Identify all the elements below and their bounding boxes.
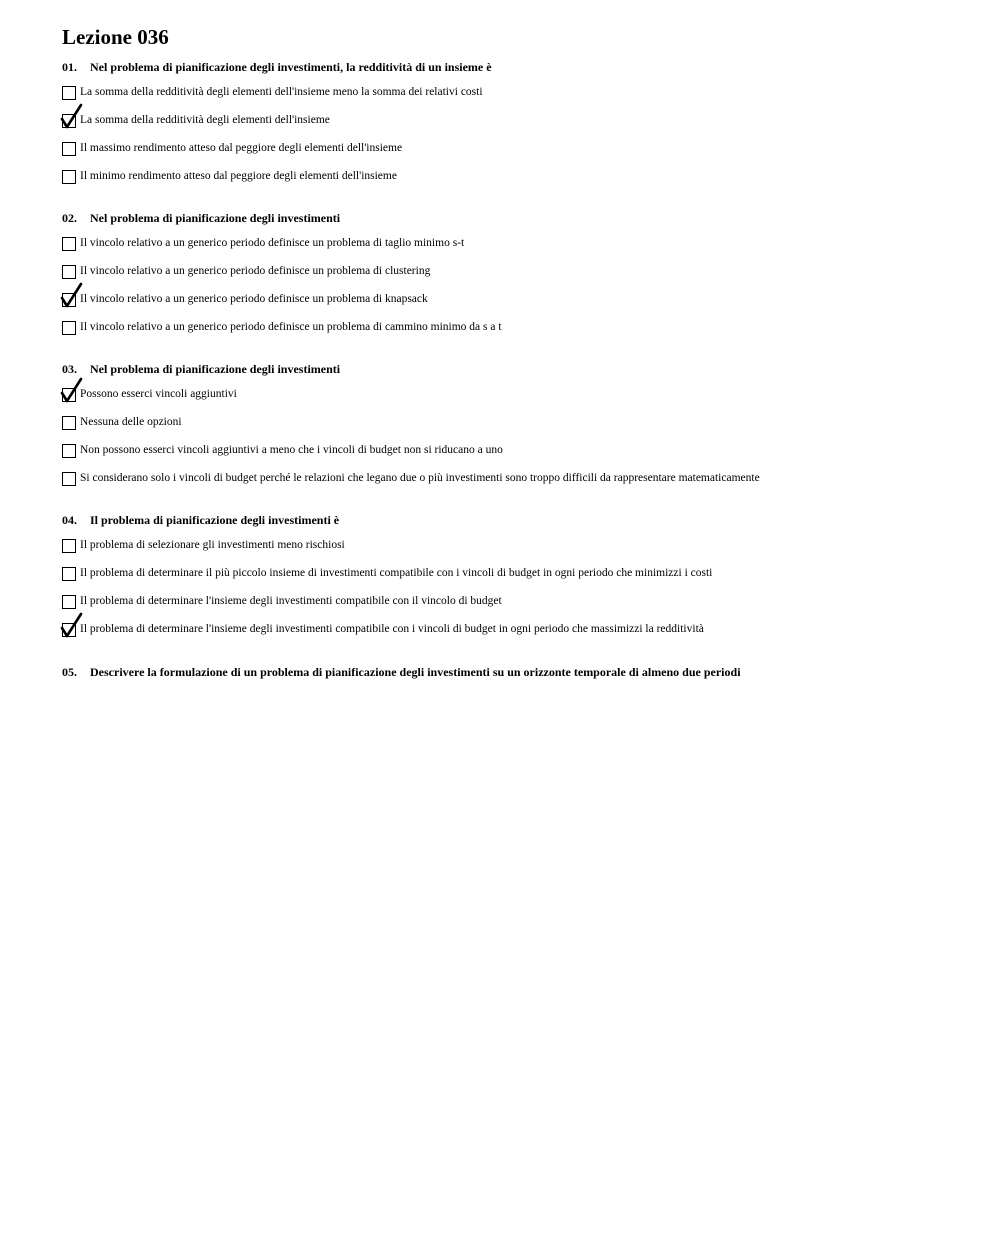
question-text: Nel problema di pianificazione degli investimenti	[90, 211, 341, 225]
checkbox-unchecked[interactable]	[62, 595, 76, 609]
option-item[interactable]	[62, 593, 962, 621]
option-item[interactable]	[62, 414, 962, 442]
option-item[interactable]	[62, 168, 962, 196]
option-label: Si considerano solo i vincoli di budget perché le relazioni che legano due o più investimenti sono troppo difficili da rappresentare matematicamente	[80, 472, 760, 484]
checkbox-unchecked[interactable]	[62, 237, 76, 251]
option-label: Il vincolo relativo a un generico periodo definisce un problema di clustering	[80, 265, 431, 277]
question-number: 01.	[62, 60, 77, 74]
question-header	[62, 511, 962, 529]
option-label: Il vincolo relativo a un generico periodo definisce un problema di cammino minimo da s a t	[80, 321, 502, 333]
option-item[interactable]	[62, 235, 962, 263]
question-number: 02.	[62, 211, 77, 225]
page-title: Lezione 036	[62, 25, 169, 49]
options-list	[62, 537, 962, 649]
option-label: Il massimo rendimento atteso dal peggiore degli elementi dell'insieme	[80, 142, 403, 154]
option-item[interactable]	[62, 470, 962, 498]
question-04	[62, 511, 962, 649]
question-text: Il problema di pianificazione degli investimenti è	[90, 513, 340, 527]
question-number: 03.	[62, 362, 77, 376]
option-label: Il problema di determinare il più piccolo insieme di investimenti compatibile con i vincoli di budget in ogni periodo che minimizzi i costi	[80, 567, 713, 579]
option-item[interactable]	[62, 442, 962, 470]
option-item[interactable]	[62, 386, 962, 414]
option-item[interactable]	[62, 291, 962, 319]
option-label: Il minimo rendimento atteso dal peggiore degli elementi dell'insieme	[80, 170, 397, 182]
question-text: Nel problema di pianificazione degli investimenti	[90, 362, 341, 376]
option-label: Il problema di selezionare gli investimenti meno rischiosi	[80, 539, 345, 551]
question-number: 05.	[62, 665, 77, 679]
checkbox-unchecked[interactable]	[62, 539, 76, 553]
checkbox-unchecked[interactable]	[62, 416, 76, 430]
checkbox-unchecked[interactable]	[62, 142, 76, 156]
question-05	[62, 663, 962, 681]
option-item[interactable]	[62, 565, 962, 593]
option-item[interactable]	[62, 140, 962, 168]
checkbox-unchecked[interactable]	[62, 444, 76, 458]
option-item[interactable]	[62, 537, 962, 565]
question-text: Nel problema di pianificazione degli investimenti, la redditività di un insieme è	[90, 60, 492, 74]
option-item[interactable]	[62, 84, 962, 112]
checkbox-unchecked[interactable]	[62, 265, 76, 279]
question-number: 04.	[62, 513, 77, 527]
options-list	[62, 84, 962, 196]
question-text: Descrivere la formulazione di un problema di pianificazione degli investimenti su un orizzonte temporale di almeno due periodi	[90, 665, 741, 679]
question-03	[62, 360, 962, 498]
option-label: Il problema di determinare l'insieme degli investimenti compatibile con i vincoli di budget in ogni periodo che massimizzi la redditività	[80, 623, 704, 635]
question-02	[62, 209, 962, 347]
question-header	[62, 663, 962, 681]
option-label: Il vincolo relativo a un generico periodo definisce un problema di knapsack	[80, 293, 428, 305]
option-item[interactable]	[62, 263, 962, 291]
options-list	[62, 386, 962, 498]
checkbox-unchecked[interactable]	[62, 472, 76, 486]
option-label: Nessuna delle opzioni	[80, 416, 182, 428]
option-label: Possono esserci vincoli aggiuntivi	[80, 388, 237, 400]
option-item[interactable]	[62, 319, 962, 347]
checkbox-unchecked[interactable]	[62, 321, 76, 335]
option-item[interactable]	[62, 112, 962, 140]
option-label: La somma della redditività degli elementi dell'insieme meno la somma dei relativi costi	[80, 86, 483, 98]
checkbox-unchecked[interactable]	[62, 86, 76, 100]
option-item[interactable]	[62, 621, 962, 649]
option-label: La somma della redditività degli elementi dell'insieme	[80, 114, 330, 126]
options-list	[62, 235, 962, 347]
option-label: Il problema di determinare l'insieme degli investimenti compatibile con il vincolo di budget	[80, 595, 502, 607]
option-label: Non possono esserci vincoli aggiuntivi a meno che i vincoli di budget non si riducano a uno	[80, 444, 503, 456]
question-header	[62, 58, 962, 76]
checkbox-unchecked[interactable]	[62, 170, 76, 184]
question-header	[62, 360, 962, 378]
question-header	[62, 209, 962, 227]
option-label: Il vincolo relativo a un generico periodo definisce un problema di taglio minimo s-t	[80, 237, 465, 249]
checkbox-unchecked[interactable]	[62, 567, 76, 581]
question-01	[62, 58, 962, 196]
